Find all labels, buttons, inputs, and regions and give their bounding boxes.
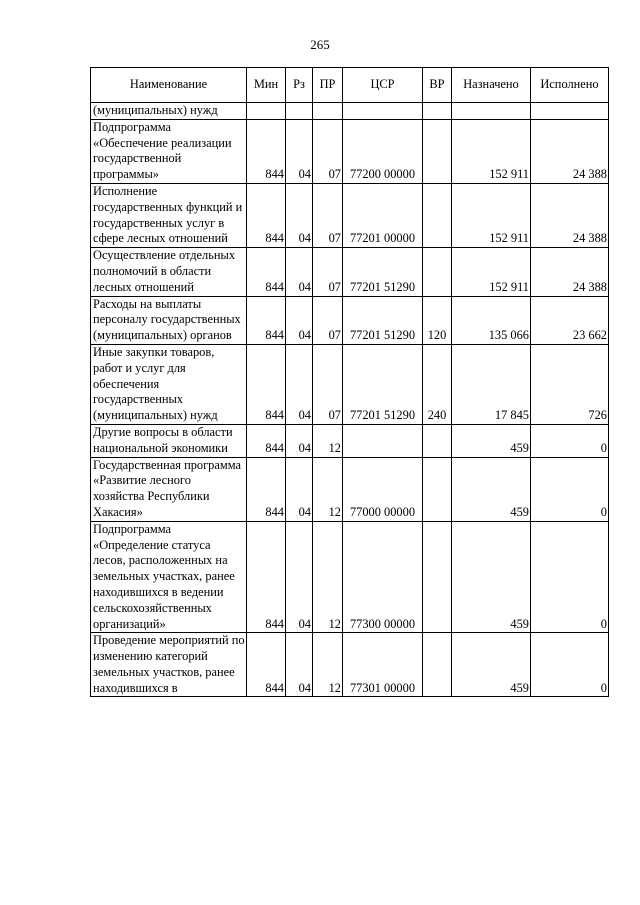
- cell-rz: 04: [286, 521, 313, 633]
- cell-assigned: 459: [452, 521, 531, 633]
- cell-csr: 77201 51290: [343, 344, 423, 424]
- cell-assigned: 152 911: [452, 248, 531, 296]
- table-row: [91, 248, 609, 296]
- table-row: [91, 633, 609, 697]
- table-row: [91, 344, 609, 424]
- cell-rz: 04: [286, 457, 313, 521]
- cell-vr: [423, 633, 452, 697]
- page-number: 265: [310, 37, 330, 52]
- cell-min: 844: [247, 296, 286, 344]
- cell-name: Исполнение государственных функций и государственных услуг в сфере лесных отношений: [91, 183, 247, 247]
- table-row: [91, 183, 609, 247]
- table-row: [91, 103, 609, 120]
- cell-csr: [343, 424, 423, 457]
- cell-min: 844: [247, 183, 286, 247]
- budget-table: [90, 67, 609, 697]
- cell-assigned: 17 845: [452, 344, 531, 424]
- cell-name: Расходы на выплаты персоналу государственных (муниципальных) органов: [91, 296, 247, 344]
- table-row: [91, 119, 609, 183]
- cell-name: Иные закупки товаров, работ и услуг для обеспечения государственных (муниципальных) нужд: [91, 344, 247, 424]
- cell-name: Осуществление отдельных полномочий в области лесных отношений: [91, 248, 247, 296]
- cell-executed: 0: [531, 457, 609, 521]
- cell-csr: 77201 00000: [343, 183, 423, 247]
- header-name: Наименование: [91, 68, 247, 103]
- table-row: [91, 296, 609, 344]
- cell-executed: 726: [531, 344, 609, 424]
- cell-csr: 77301 00000: [343, 633, 423, 697]
- cell-pr: 07: [313, 296, 343, 344]
- cell-executed: 0: [531, 521, 609, 633]
- cell-vr: 240: [423, 344, 452, 424]
- cell-pr: 12: [313, 521, 343, 633]
- cell-assigned: [452, 103, 531, 120]
- cell-vr: [423, 521, 452, 633]
- cell-pr: 07: [313, 344, 343, 424]
- header-rz: Рз: [286, 68, 313, 103]
- cell-min: 844: [247, 119, 286, 183]
- cell-assigned: 459: [452, 457, 531, 521]
- cell-name: Подпрограмма «Определение статуса лесов, расположенных на земельных участках, ранее находившихся в ведении сельскохозяйственных организаций»: [91, 521, 247, 633]
- cell-assigned: 152 911: [452, 119, 531, 183]
- cell-pr: 07: [313, 248, 343, 296]
- table-header-row: [91, 68, 609, 103]
- cell-min: [247, 103, 286, 120]
- cell-rz: 04: [286, 424, 313, 457]
- cell-name: Подпрограмма «Обеспечение реализации государственной программы»: [91, 119, 247, 183]
- cell-vr: 120: [423, 296, 452, 344]
- cell-min: 844: [247, 248, 286, 296]
- cell-vr: [423, 183, 452, 247]
- table-row: [91, 521, 609, 633]
- header-vr: ВР: [423, 68, 452, 103]
- cell-min: 844: [247, 344, 286, 424]
- cell-csr: 77201 51290: [343, 248, 423, 296]
- cell-vr: [423, 103, 452, 120]
- cell-pr: 12: [313, 633, 343, 697]
- cell-csr: [343, 103, 423, 120]
- cell-rz: 04: [286, 248, 313, 296]
- cell-executed: 0: [531, 424, 609, 457]
- cell-vr: [423, 457, 452, 521]
- cell-executed: 24 388: [531, 119, 609, 183]
- cell-csr: 77000 00000: [343, 457, 423, 521]
- cell-vr: [423, 248, 452, 296]
- cell-executed: 24 388: [531, 183, 609, 247]
- header-pr: ПР: [313, 68, 343, 103]
- cell-rz: 04: [286, 633, 313, 697]
- cell-name: Проведение мероприятий по изменению категорий земельных участков, ранее находившихся в: [91, 633, 247, 697]
- cell-assigned: 152 911: [452, 183, 531, 247]
- cell-name: (муниципальных) нужд: [91, 103, 247, 120]
- cell-vr: [423, 119, 452, 183]
- cell-pr: 12: [313, 424, 343, 457]
- cell-assigned: 459: [452, 424, 531, 457]
- cell-pr: 07: [313, 183, 343, 247]
- header-min: Мин: [247, 68, 286, 103]
- cell-pr: 12: [313, 457, 343, 521]
- cell-csr: 77200 00000: [343, 119, 423, 183]
- cell-rz: 04: [286, 344, 313, 424]
- cell-rz: [286, 103, 313, 120]
- cell-min: 844: [247, 424, 286, 457]
- cell-csr: 77300 00000: [343, 521, 423, 633]
- cell-min: 844: [247, 633, 286, 697]
- cell-rz: 04: [286, 119, 313, 183]
- cell-csr: 77201 51290: [343, 296, 423, 344]
- table-row: [91, 457, 609, 521]
- cell-assigned: 459: [452, 633, 531, 697]
- header-assigned: Назначено: [452, 68, 531, 103]
- cell-name: Другие вопросы в области национальной экономики: [91, 424, 247, 457]
- cell-name: Государственная программа «Развитие лесного хозяйства Республики Хакасия»: [91, 457, 247, 521]
- cell-pr: 07: [313, 119, 343, 183]
- cell-min: 844: [247, 457, 286, 521]
- cell-executed: [531, 103, 609, 120]
- header-csr: ЦСР: [343, 68, 423, 103]
- cell-executed: 24 388: [531, 248, 609, 296]
- cell-executed: 0: [531, 633, 609, 697]
- header-executed: Исполнено: [531, 68, 609, 103]
- cell-vr: [423, 424, 452, 457]
- cell-rz: 04: [286, 183, 313, 247]
- table-row: [91, 424, 609, 457]
- cell-executed: 23 662: [531, 296, 609, 344]
- cell-pr: [313, 103, 343, 120]
- cell-rz: 04: [286, 296, 313, 344]
- cell-assigned: 135 066: [452, 296, 531, 344]
- cell-min: 844: [247, 521, 286, 633]
